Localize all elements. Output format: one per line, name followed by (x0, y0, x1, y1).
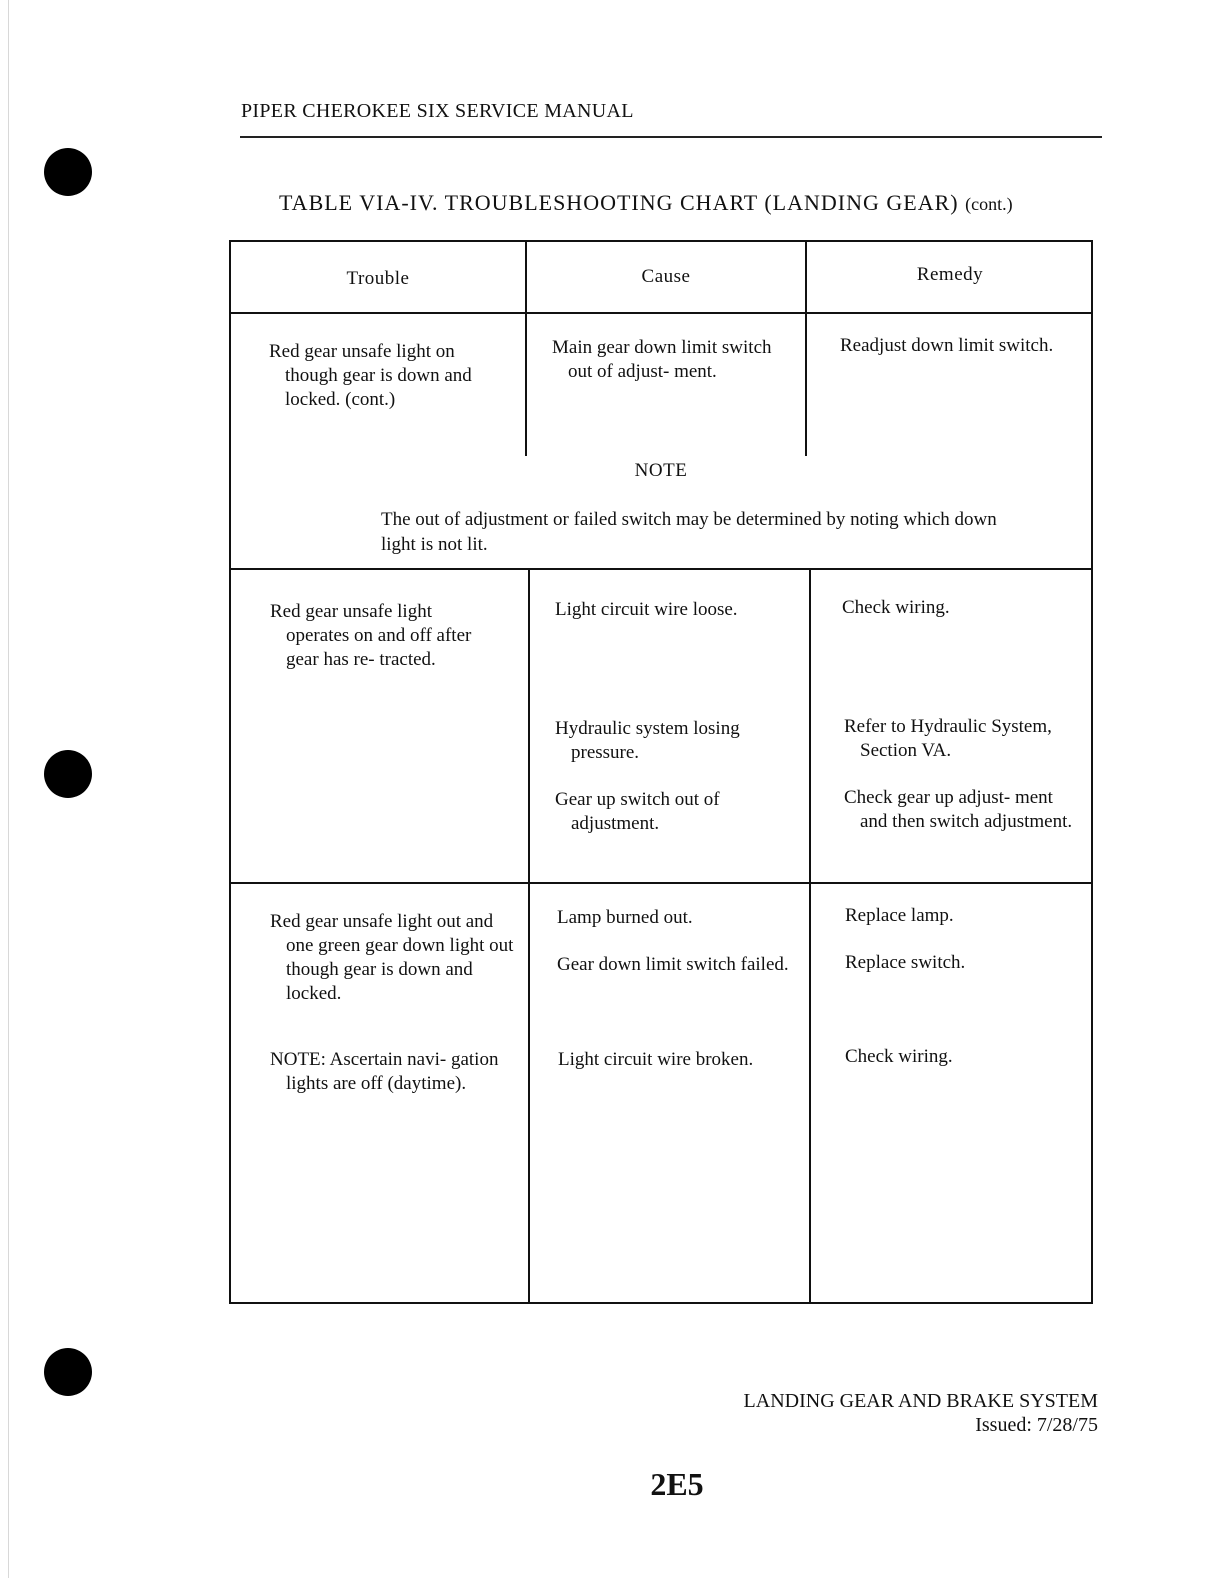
row1-remedy (840, 334, 1070, 358)
trouble-text: Red gear unsafe light out and one green gear down light out though gear is down and locked. (270, 911, 514, 1004)
header-rule (240, 136, 1102, 138)
row1-cause (552, 336, 782, 384)
cause-text: Gear down limit switch failed. (557, 954, 789, 975)
cause-text: Hydraulic system losing pressure. (555, 718, 740, 763)
row2-cause-3 (555, 788, 785, 836)
manual-title: PIPER CHEROKEE SIX SERVICE MANUAL (241, 100, 634, 122)
remedy-text: Check gear up adjust- ment and then switch adjustment. (844, 787, 1073, 832)
row2-remedy-3 (844, 786, 1074, 834)
row3-cause-1 (557, 906, 787, 930)
row2-remedy-2 (844, 715, 1074, 763)
row2-cause-2 (555, 717, 775, 765)
remedy-text: Check wiring. (845, 1046, 953, 1067)
troubleshooting-table (229, 240, 1093, 1304)
column-divider (528, 570, 530, 1304)
cause-text: Lamp burned out. (557, 907, 693, 928)
column-header-remedy: Remedy (916, 264, 984, 285)
row2-trouble (270, 600, 480, 672)
remedy-text: Readjust down limit switch. (840, 335, 1054, 356)
note-text: The out of adjustment or failed switch may be determined by noting which down light is not lit. (381, 509, 997, 555)
remedy-text: Check wiring. (842, 597, 950, 618)
row3-trouble-note (270, 1048, 500, 1096)
row-divider (231, 568, 1091, 570)
row3-remedy-1 (845, 904, 1075, 928)
remedy-text: Refer to Hydraulic System, Section VA. (844, 716, 1052, 761)
row2-remedy-1 (842, 596, 1072, 620)
note-heading: NOTE (634, 460, 688, 481)
trouble-note-text: NOTE: Ascertain navi- gation lights are off (daytime). (270, 1049, 499, 1094)
table-title-suffix: (cont.) (965, 194, 1013, 214)
column-divider (805, 314, 807, 456)
table-title (279, 190, 1013, 216)
column-divider (525, 314, 527, 456)
punch-hole (44, 750, 92, 798)
cause-text: Light circuit wire broken. (558, 1049, 754, 1070)
trouble-text: Red gear unsafe light operates on and off after gear has re- tracted. (270, 601, 472, 670)
column-header-trouble: Trouble (346, 268, 410, 289)
footer-section-title: LANDING GEAR AND BRAKE SYSTEM (743, 1390, 1098, 1412)
row-divider (231, 882, 1091, 884)
row2-cause-1 (555, 598, 775, 622)
footer-issued-date: Issued: 7/28/75 (975, 1414, 1098, 1436)
table-title-text: TABLE VIA-IV. TROUBLESHOOTING CHART (LANDING GEAR) (279, 190, 959, 215)
column-divider (809, 570, 811, 1304)
page-number: 2E5 (650, 1466, 704, 1502)
remedy-text: Replace switch. (845, 952, 966, 973)
remedy-text: Replace lamp. (845, 905, 954, 926)
cause-text: Main gear down limit switch out of adjust- ment. (552, 337, 772, 382)
row3-remedy-3 (845, 1045, 1075, 1069)
column-header-cause: Cause (641, 266, 691, 287)
cause-text: Light circuit wire loose. (555, 599, 738, 620)
cause-text: Gear up switch out of adjustment. (555, 789, 720, 834)
margin-line (8, 0, 9, 1578)
row3-cause-3 (558, 1048, 778, 1072)
punch-hole (44, 148, 92, 196)
trouble-text: Red gear unsafe light on though gear is down and locked. (cont.) (269, 341, 472, 410)
row1-trouble (269, 340, 509, 412)
row3-remedy-2 (845, 951, 1075, 975)
row3-cause-2 (557, 953, 797, 977)
header-divider (231, 312, 1091, 314)
row3-trouble (270, 910, 515, 1006)
punch-hole (44, 1348, 92, 1396)
